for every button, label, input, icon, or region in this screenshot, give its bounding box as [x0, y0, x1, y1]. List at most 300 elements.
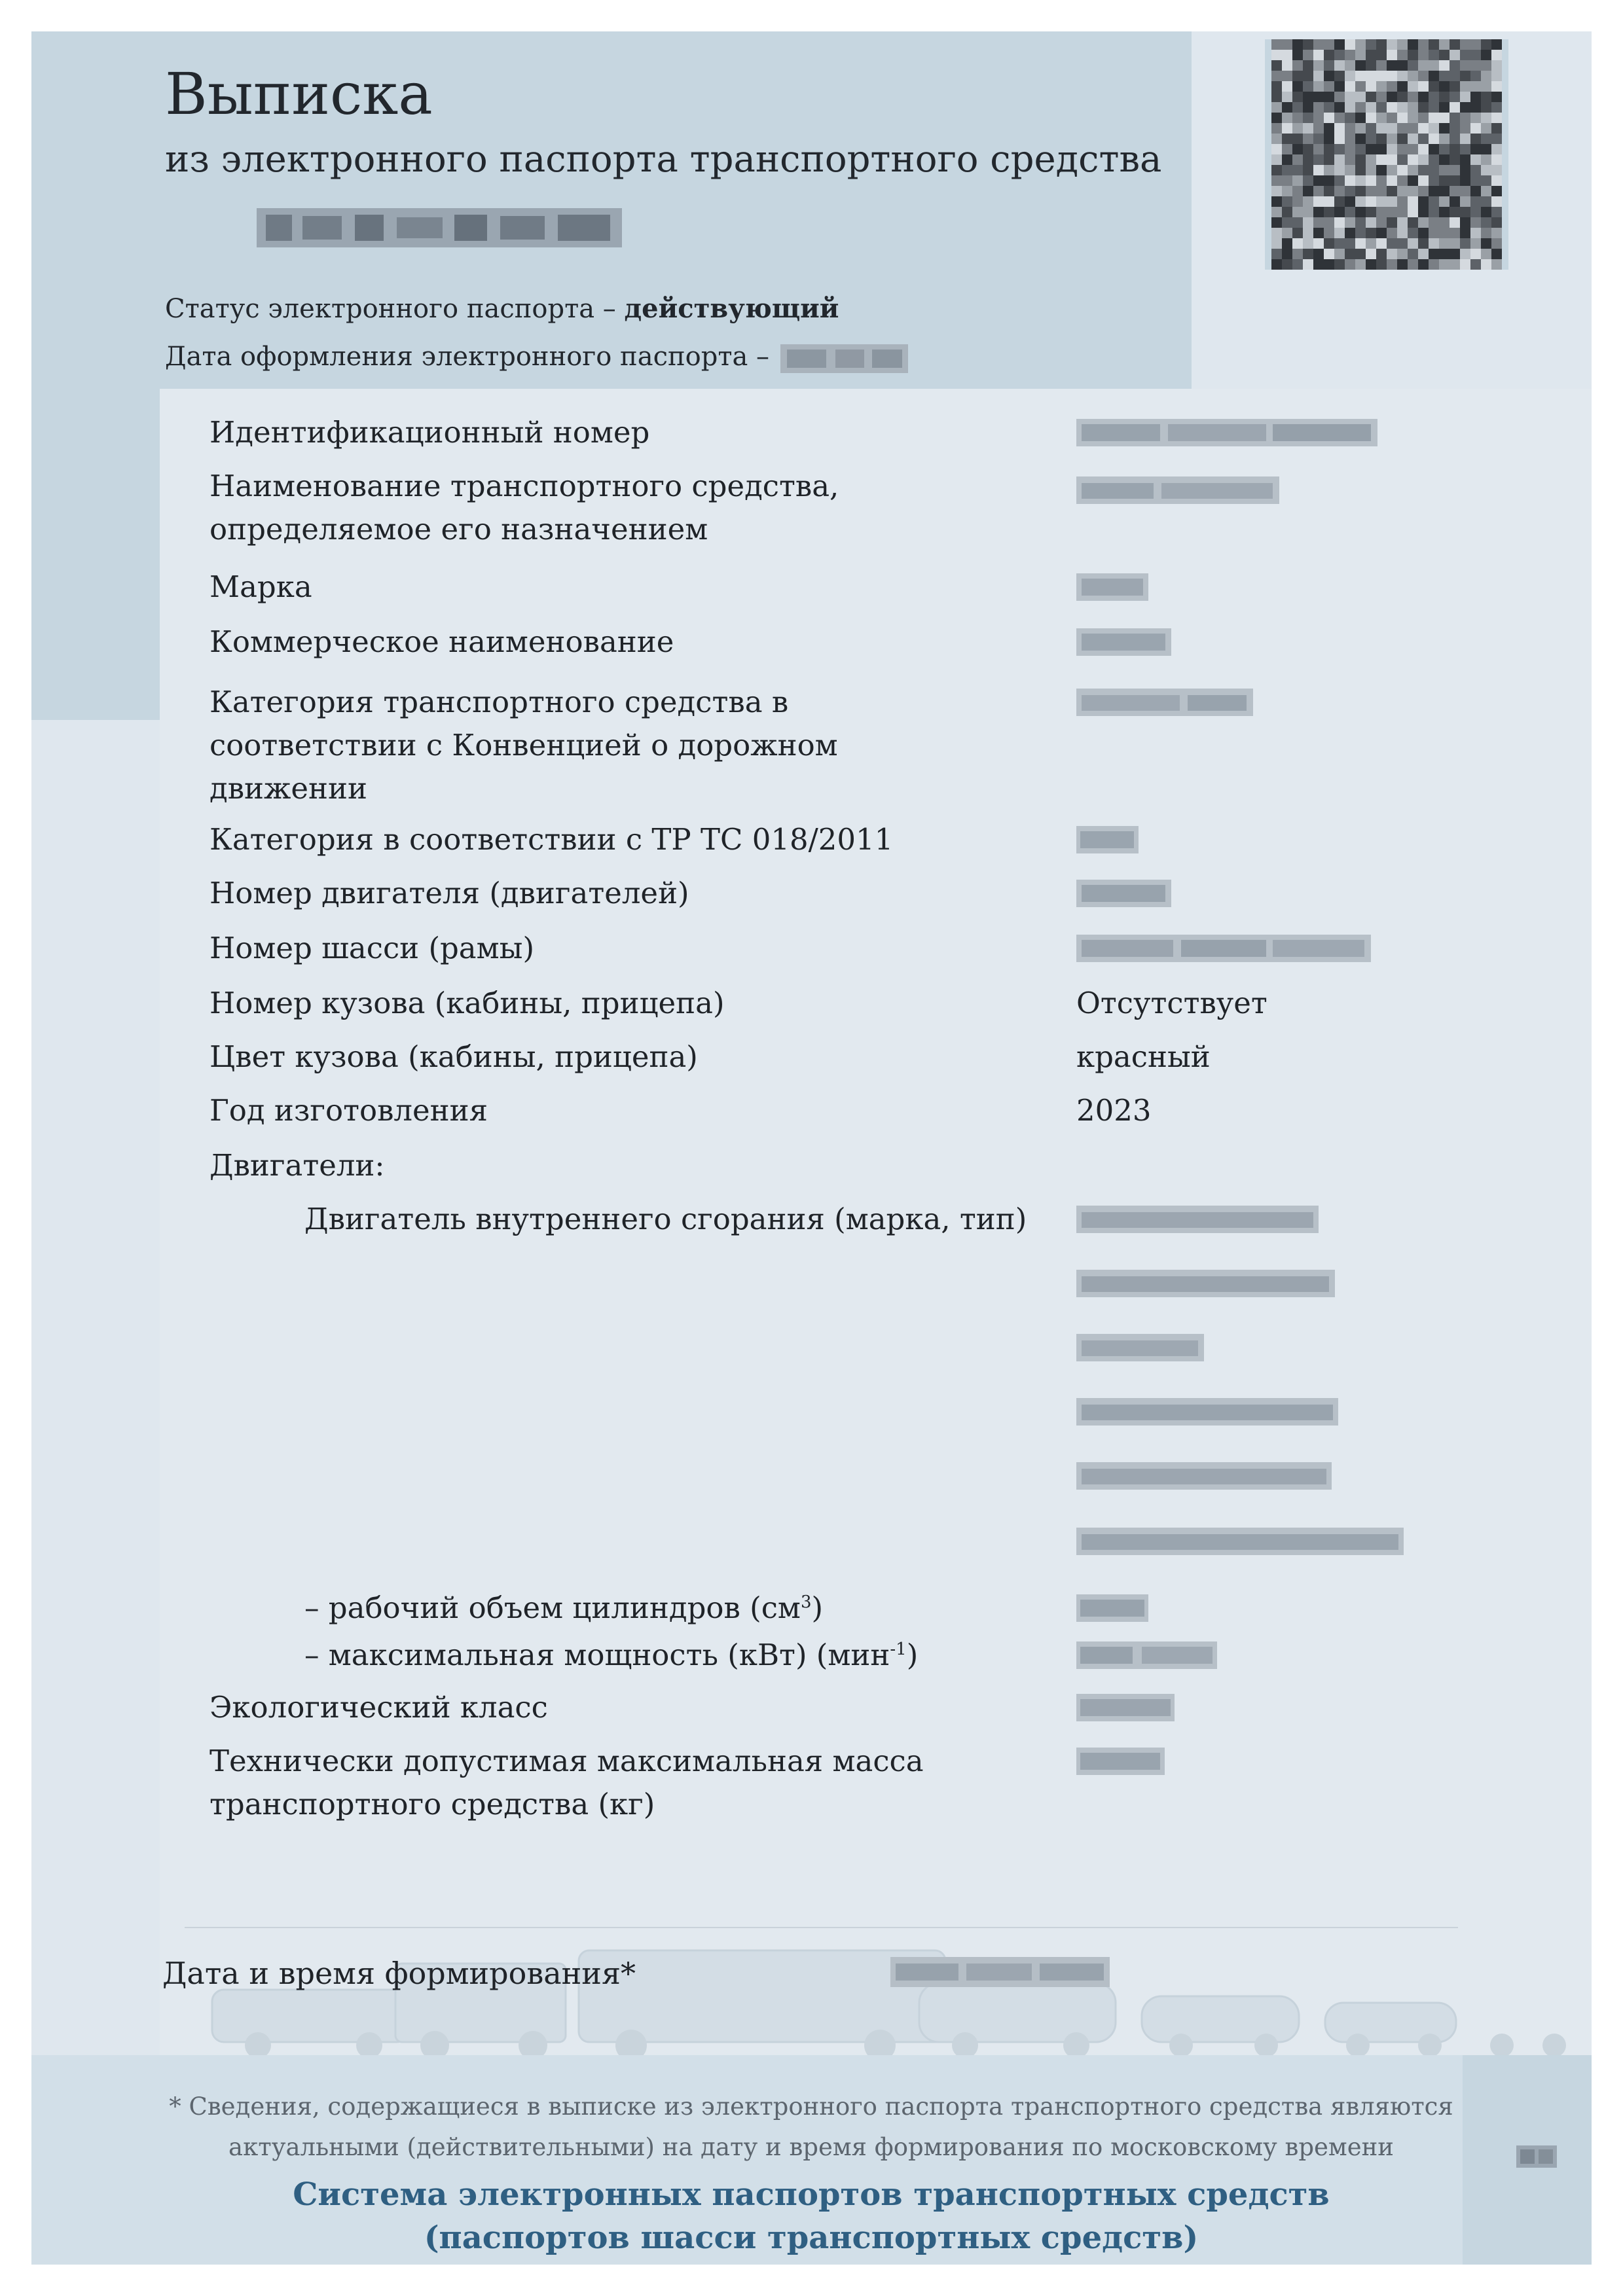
qr-cell — [1397, 217, 1408, 228]
qr-cell — [1345, 165, 1355, 175]
qr-cell — [1450, 102, 1460, 113]
qr-cell — [1366, 113, 1376, 123]
qr-cell — [1491, 144, 1502, 154]
qr-cell — [1366, 81, 1376, 92]
qr-cell — [1387, 134, 1397, 144]
qr-cell — [1292, 217, 1303, 228]
qr-cell — [1271, 144, 1282, 154]
qr-cell — [1282, 249, 1292, 259]
qr-cell — [1303, 259, 1313, 270]
qr-cell — [1282, 50, 1292, 60]
qr-cell — [1418, 92, 1429, 102]
qr-cell — [1418, 102, 1429, 113]
label-vehicle-name: Наименование транспортного средства, определяемое его назначением — [210, 469, 839, 547]
qr-cell — [1450, 165, 1460, 175]
redacted-ice-line3 — [1076, 1334, 1204, 1361]
label-manufacture-year: Год изготовления — [210, 1093, 488, 1128]
qr-cell — [1271, 165, 1282, 175]
qr-cell — [1470, 71, 1481, 81]
qr-cell — [1439, 259, 1450, 270]
qr-cell — [1429, 92, 1439, 102]
qr-cell — [1387, 71, 1397, 81]
qr-cell — [1313, 154, 1324, 165]
redacted-commercial-name — [1076, 628, 1171, 656]
qr-cell — [1303, 92, 1313, 102]
qr-cell — [1460, 228, 1470, 238]
qr-cell — [1460, 186, 1470, 196]
qr-cell — [1408, 113, 1418, 123]
qr-cell — [1345, 175, 1355, 186]
qr-cell — [1418, 60, 1429, 71]
qr-cell — [1376, 249, 1387, 259]
qr-cell — [1303, 39, 1313, 50]
qr-cell — [1439, 228, 1450, 238]
status-value: действующий — [624, 293, 839, 324]
qr-cell — [1387, 165, 1397, 175]
qr-cell — [1450, 175, 1460, 186]
qr-cell — [1418, 249, 1429, 259]
qr-cell — [1408, 123, 1418, 134]
qr-cell — [1366, 144, 1376, 154]
qr-cell — [1334, 175, 1345, 186]
qr-cell — [1429, 228, 1439, 238]
qr-cell — [1397, 228, 1408, 238]
qr-cell — [1460, 81, 1470, 92]
qr-cell — [1460, 165, 1470, 175]
qr-cell — [1408, 175, 1418, 186]
qr-cell — [1313, 259, 1324, 270]
redacted-engine-number — [1076, 880, 1171, 907]
qr-cell — [1313, 144, 1324, 154]
qr-cell — [1324, 144, 1334, 154]
qr-cell — [1408, 71, 1418, 81]
redacted-tr-category — [1076, 826, 1139, 853]
qr-cell — [1271, 50, 1282, 60]
qr-cell — [1450, 134, 1460, 144]
qr-cell — [1481, 39, 1491, 50]
qr-cell — [1376, 39, 1387, 50]
qr-cell — [1282, 238, 1292, 249]
qr-cell — [1355, 207, 1366, 217]
qr-cell — [1491, 175, 1502, 186]
qr-cell — [1470, 50, 1481, 60]
qr-cell — [1303, 71, 1313, 81]
qr-cell — [1334, 71, 1345, 81]
qr-cell — [1387, 217, 1397, 228]
qr-cell — [1366, 71, 1376, 81]
qr-cell — [1387, 249, 1397, 259]
footnote-line-2: актуальными (действительными) на дату и время формирования по московскому времени — [228, 2133, 1394, 2161]
label-body-number: Номер кузова (кабины, прицепа) — [210, 986, 725, 1020]
qr-cell — [1387, 207, 1397, 217]
label-vin: Идентификационный номер — [210, 415, 650, 450]
qr-cell — [1418, 207, 1429, 217]
qr-cell — [1429, 196, 1439, 207]
qr-cell — [1376, 81, 1387, 92]
qr-cell — [1460, 259, 1470, 270]
qr-cell — [1481, 196, 1491, 207]
qr-cell — [1397, 144, 1408, 154]
qr-cell — [1439, 217, 1450, 228]
qr-cell — [1429, 238, 1439, 249]
qr-cell — [1481, 228, 1491, 238]
qr-cell — [1334, 50, 1345, 60]
qr-cell — [1450, 92, 1460, 102]
qr-cell — [1313, 186, 1324, 196]
qr-cell — [1345, 71, 1355, 81]
qr-cell — [1450, 60, 1460, 71]
qr-cell — [1418, 165, 1429, 175]
qr-cell — [1366, 249, 1376, 259]
qr-cell — [1387, 92, 1397, 102]
qr-cell — [1324, 92, 1334, 102]
qr-cell — [1271, 238, 1282, 249]
qr-cell — [1418, 144, 1429, 154]
qr-cell — [1282, 123, 1292, 134]
qr-cell — [1460, 39, 1470, 50]
qr-cell — [1282, 113, 1292, 123]
qr-cell — [1282, 81, 1292, 92]
qr-cell — [1387, 196, 1397, 207]
qr-cell — [1292, 71, 1303, 81]
qr-cell — [1397, 154, 1408, 165]
qr-cell — [1292, 81, 1303, 92]
qr-cell — [1292, 50, 1303, 60]
qr-cell — [1282, 134, 1292, 144]
qr-cell — [1439, 154, 1450, 165]
qr-cell — [1324, 39, 1334, 50]
qr-cell — [1345, 228, 1355, 238]
passport-status: Статус электронного паспорта – действующий — [165, 293, 839, 324]
qr-cell — [1491, 217, 1502, 228]
qr-cell — [1460, 238, 1470, 249]
redacted-ice-line5 — [1076, 1462, 1332, 1490]
qr-cell — [1439, 71, 1450, 81]
qr-cell — [1376, 50, 1387, 60]
qr-cell — [1355, 102, 1366, 113]
value-body-number: Отсутствует — [1076, 986, 1267, 1020]
qr-cell — [1345, 238, 1355, 249]
qr-cell — [1366, 207, 1376, 217]
qr-cell — [1418, 238, 1429, 249]
qr-cell — [1334, 102, 1345, 113]
qr-cell — [1271, 217, 1282, 228]
qr-cell — [1376, 165, 1387, 175]
qr-cell — [1429, 144, 1439, 154]
qr-cell — [1355, 165, 1366, 175]
qr-cell — [1334, 249, 1345, 259]
qr-cell — [1429, 249, 1439, 259]
qr-cell — [1303, 207, 1313, 217]
qr-cell — [1334, 134, 1345, 144]
qr-cell — [1292, 102, 1303, 113]
qr-cell — [1366, 39, 1376, 50]
qr-cell — [1303, 102, 1313, 113]
qr-cell — [1313, 81, 1324, 92]
redacted-ice-line2 — [1076, 1270, 1335, 1297]
qr-cell — [1397, 196, 1408, 207]
qr-cell — [1450, 50, 1460, 60]
redacted-page-number — [1516, 2145, 1557, 2168]
qr-cell — [1397, 39, 1408, 50]
qr-cell — [1345, 207, 1355, 217]
qr-cell — [1376, 123, 1387, 134]
qr-cell — [1408, 165, 1418, 175]
qr-cell — [1376, 175, 1387, 186]
qr-cell — [1313, 165, 1324, 175]
qr-cell — [1271, 60, 1282, 71]
qr-cell — [1271, 123, 1282, 134]
qr-cell — [1481, 144, 1491, 154]
qr-cell — [1313, 134, 1324, 144]
label-displacement: – рабочий объем цилиндров $(см^3)$ — [304, 1590, 824, 1625]
qr-cell — [1439, 207, 1450, 217]
qr-cell — [1470, 144, 1481, 154]
qr-cell — [1439, 186, 1450, 196]
qr-cell — [1418, 175, 1429, 186]
qr-cell — [1450, 207, 1460, 217]
qr-cell — [1292, 228, 1303, 238]
qr-cell — [1271, 259, 1282, 270]
qr-cell — [1397, 165, 1408, 175]
qr-cell — [1303, 165, 1313, 175]
label-max-power: – максимальная мощность (кВт) (мин$^{-1}$) — [304, 1638, 919, 1672]
qr-cell — [1313, 123, 1324, 134]
qr-cell — [1292, 186, 1303, 196]
qr-cell — [1376, 60, 1387, 71]
qr-cell — [1418, 81, 1429, 92]
qr-cell — [1460, 50, 1470, 60]
qr-cell — [1470, 175, 1481, 186]
label-engine-number: Номер двигателя (двигателей) — [210, 876, 689, 910]
qr-cell — [1324, 60, 1334, 71]
label-brand: Марка — [210, 569, 312, 604]
qr-cell — [1282, 102, 1292, 113]
qr-cell — [1450, 228, 1460, 238]
qr-cell — [1418, 186, 1429, 196]
formation-datetime-label: Дата и время формирования* — [162, 1956, 636, 1991]
qr-cell — [1470, 207, 1481, 217]
qr-cell — [1313, 249, 1324, 259]
redacted-vehicle-name — [1076, 476, 1279, 504]
redacted-max-power — [1076, 1641, 1217, 1669]
qr-cell — [1439, 144, 1450, 154]
qr-cell — [1439, 81, 1450, 92]
qr-cell — [1282, 71, 1292, 81]
qr-cell — [1418, 259, 1429, 270]
qr-cell — [1324, 113, 1334, 123]
qr-cell — [1303, 196, 1313, 207]
qr-cell — [1408, 134, 1418, 144]
redacted-formation-datetime — [890, 1957, 1110, 1987]
qr-cell — [1334, 259, 1345, 270]
qr-cell — [1418, 228, 1429, 238]
qr-cell — [1481, 175, 1491, 186]
qr-cell — [1397, 134, 1408, 144]
qr-cell — [1292, 134, 1303, 144]
qr-cell — [1470, 196, 1481, 207]
qr-cell — [1418, 39, 1429, 50]
qr-cell — [1491, 154, 1502, 165]
qr-cell — [1376, 259, 1387, 270]
redacted-max-mass — [1076, 1748, 1165, 1775]
qr-cell — [1324, 249, 1334, 259]
qr-cell — [1292, 39, 1303, 50]
qr-cell — [1491, 186, 1502, 196]
qr-cell — [1429, 113, 1439, 123]
qr-cell — [1271, 71, 1282, 81]
qr-cell — [1334, 207, 1345, 217]
qr-cell — [1303, 175, 1313, 186]
qr-cell — [1366, 217, 1376, 228]
qr-cell — [1355, 217, 1366, 228]
qr-cell — [1355, 144, 1366, 154]
qr-cell — [1408, 207, 1418, 217]
qr-cell — [1334, 60, 1345, 71]
qr-cell — [1282, 259, 1292, 270]
qr-cell — [1387, 144, 1397, 154]
qr-code — [1265, 39, 1508, 270]
qr-cell — [1313, 113, 1324, 123]
qr-cell — [1376, 134, 1387, 144]
qr-cell — [1491, 228, 1502, 238]
qr-cell — [1397, 238, 1408, 249]
qr-cell — [1345, 154, 1355, 165]
qr-cell — [1313, 228, 1324, 238]
label-eco-class: Экологический класс — [210, 1690, 548, 1725]
qr-cell — [1282, 60, 1292, 71]
qr-cell — [1460, 102, 1470, 113]
qr-cell — [1303, 144, 1313, 154]
qr-cell — [1292, 144, 1303, 154]
qr-cell — [1334, 39, 1345, 50]
qr-cell — [1491, 113, 1502, 123]
qr-cell — [1429, 50, 1439, 60]
qr-cell — [1491, 134, 1502, 144]
qr-cell — [1408, 60, 1418, 71]
qr-cell — [1470, 92, 1481, 102]
qr-cell — [1460, 207, 1470, 217]
qr-cell — [1481, 71, 1491, 81]
qr-cell — [1355, 113, 1366, 123]
qr-cell — [1397, 92, 1408, 102]
label-body-color: Цвет кузова (кабины, прицепа) — [210, 1039, 698, 1074]
qr-cell — [1366, 92, 1376, 102]
qr-cell — [1418, 71, 1429, 81]
qr-cell — [1313, 102, 1324, 113]
document-title: Выписка — [165, 60, 433, 128]
qr-cell — [1366, 123, 1376, 134]
qr-cell — [1282, 228, 1292, 238]
qr-cell — [1481, 113, 1491, 123]
qr-cell — [1292, 92, 1303, 102]
qr-cell — [1271, 154, 1282, 165]
qr-cell — [1313, 92, 1324, 102]
qr-cell — [1334, 81, 1345, 92]
qr-cell — [1439, 50, 1450, 60]
redacted-issue-date — [780, 344, 908, 373]
qr-cell — [1345, 50, 1355, 60]
qr-cell — [1345, 123, 1355, 134]
qr-cell — [1429, 175, 1439, 186]
qr-cell — [1334, 217, 1345, 228]
left-accent-strip — [31, 389, 160, 720]
qr-cell — [1387, 238, 1397, 249]
qr-cell — [1439, 249, 1450, 259]
qr-cell — [1481, 81, 1491, 92]
qr-cell — [1470, 238, 1481, 249]
qr-cell — [1439, 123, 1450, 134]
qr-cell — [1366, 154, 1376, 165]
qr-cell — [1408, 238, 1418, 249]
qr-cell — [1366, 186, 1376, 196]
qr-cell — [1418, 196, 1429, 207]
qr-cell — [1491, 238, 1502, 249]
label-convention-category: Категория транспортного средства в соответствии с Конвенцией о дорожном движении — [210, 685, 838, 806]
qr-cell — [1450, 217, 1460, 228]
qr-cell — [1303, 113, 1313, 123]
qr-cell — [1387, 123, 1397, 134]
qr-cell — [1418, 50, 1429, 60]
qr-cell — [1397, 207, 1408, 217]
label-max-mass: Технически допустимая максимальная масса транспортного средства (кг) — [210, 1744, 924, 1821]
qr-cell — [1491, 81, 1502, 92]
qr-cell — [1271, 39, 1282, 50]
qr-cell — [1450, 238, 1460, 249]
qr-cell — [1271, 92, 1282, 102]
value-manufacture-year: 2023 — [1076, 1093, 1152, 1128]
qr-cell — [1470, 249, 1481, 259]
qr-cell — [1481, 134, 1491, 144]
issue-date: Дата оформления электронного паспорта – — [165, 342, 908, 373]
qr-cell — [1303, 238, 1313, 249]
qr-cell — [1491, 259, 1502, 270]
qr-cell — [1355, 71, 1366, 81]
qr-cell — [1313, 217, 1324, 228]
qr-cell — [1491, 102, 1502, 113]
qr-cell — [1324, 175, 1334, 186]
qr-cell — [1460, 134, 1470, 144]
qr-cell — [1450, 81, 1460, 92]
qr-cell — [1470, 217, 1481, 228]
qr-cell — [1324, 102, 1334, 113]
qr-cell — [1408, 81, 1418, 92]
qr-cell — [1418, 134, 1429, 144]
qr-cell — [1282, 144, 1292, 154]
qr-cell — [1376, 92, 1387, 102]
qr-cell — [1334, 165, 1345, 175]
qr-cell — [1387, 175, 1397, 186]
qr-cell — [1355, 175, 1366, 186]
qr-cell — [1418, 154, 1429, 165]
qr-cell — [1429, 217, 1439, 228]
qr-cell — [1491, 50, 1502, 60]
qr-cell — [1345, 113, 1355, 123]
qr-cell — [1429, 39, 1439, 50]
qr-cell — [1376, 102, 1387, 113]
qr-cell — [1470, 81, 1481, 92]
qr-cell — [1303, 228, 1313, 238]
qr-cell — [1366, 196, 1376, 207]
qr-cell — [1429, 123, 1439, 134]
qr-cell — [1366, 259, 1376, 270]
qr-cell — [1418, 123, 1429, 134]
qr-cell — [1481, 217, 1491, 228]
qr-cell — [1355, 123, 1366, 134]
qr-cell — [1355, 186, 1366, 196]
qr-cell — [1324, 186, 1334, 196]
label-tr-category: Категория в соответствии с ТР ТС 018/2011 — [210, 822, 894, 857]
